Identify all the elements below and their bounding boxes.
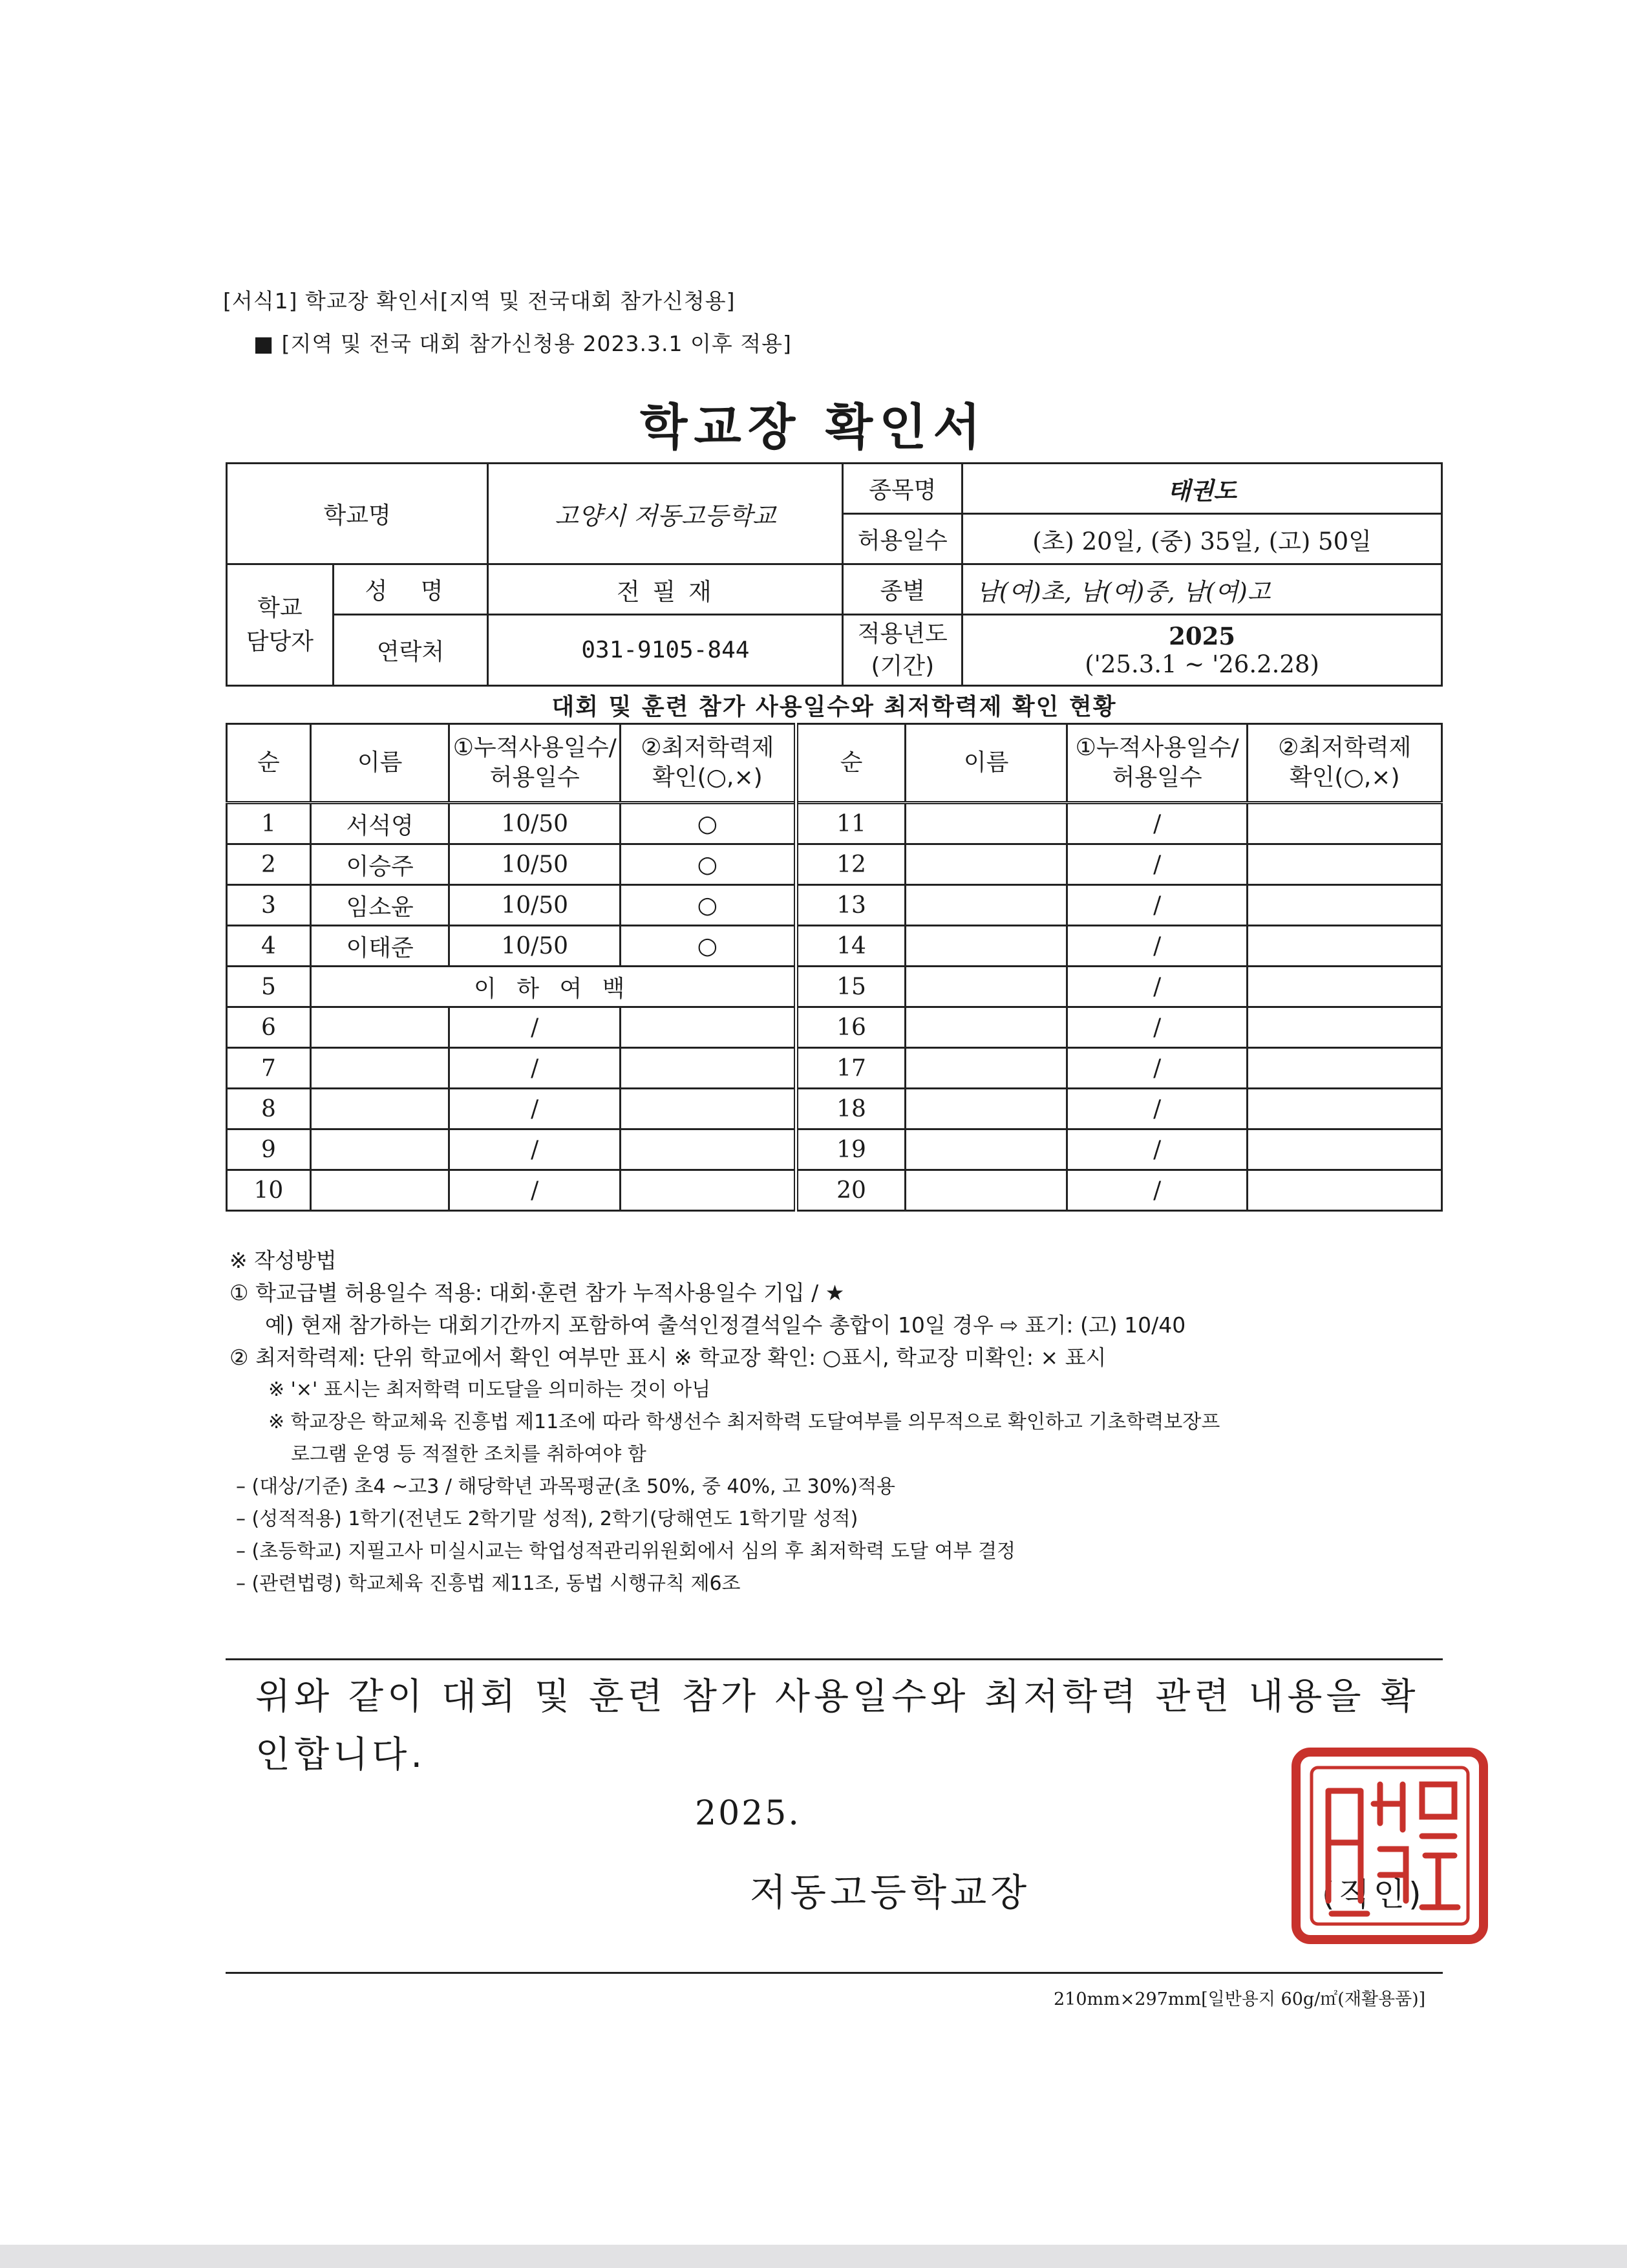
status-table [226, 723, 1443, 1212]
academic-check [1248, 1048, 1442, 1089]
row-number: 9 [227, 1129, 311, 1170]
used-days: / [449, 1007, 621, 1048]
school-manager-label: 학교 담당자 [227, 564, 334, 686]
academic-check: ○ [621, 885, 796, 926]
contact-label: 연락처 [333, 615, 488, 686]
note-sub-1: ※ '×' 표시는 최저학력 미도달을 의미하는 것이 아님 [268, 1378, 711, 1401]
row-number: 11 [796, 803, 906, 844]
student-name [906, 1007, 1067, 1048]
table-row [227, 1170, 1442, 1211]
student-name [310, 1048, 449, 1089]
row-number: 17 [796, 1048, 906, 1089]
row-number: 19 [796, 1129, 906, 1170]
manager-name-value: 전 필 재 [488, 564, 843, 615]
row-number: 12 [796, 844, 906, 885]
row-number: 8 [227, 1089, 311, 1129]
academic-check [621, 1089, 796, 1129]
used-days: / [449, 1048, 621, 1089]
academic-check [621, 1048, 796, 1089]
used-days: 10/50 [449, 844, 621, 885]
student-name [906, 1170, 1067, 1211]
seal-outer-border [1296, 1752, 1483, 1940]
principal-name: 저동고등학교장 [750, 1870, 1031, 1914]
row-number: 10 [227, 1170, 311, 1211]
academic-check [1248, 967, 1442, 1007]
academic-check: ○ [621, 926, 796, 967]
note-dash-1: – (대상/기준) 초4 ~고3 / 해당학년 과목평균(초 50%, 중 40%, 고 30%)적용 [236, 1475, 895, 1498]
table-row [227, 803, 1442, 844]
used-days: / [1067, 1007, 1247, 1048]
document-title: 학교장 확인서 [640, 398, 987, 456]
row-number: 20 [796, 1170, 906, 1211]
student-name [906, 885, 1067, 926]
used-days: / [449, 1089, 621, 1129]
used-days: / [1067, 967, 1247, 1007]
student-name [310, 1129, 449, 1170]
section-title: 대회 및 훈련 참가 사용일수와 최저학력제 확인 현황 [551, 694, 1117, 720]
divider-bottom [226, 1972, 1443, 1974]
table-row [227, 1048, 1442, 1089]
table-row [227, 1129, 1442, 1170]
row-number: 3 [227, 885, 311, 926]
apply-period-value: ('25.3.1 ~ '26.2.28) [1085, 650, 1319, 678]
academic-check: ○ [621, 844, 796, 885]
used-days: 10/50 [449, 885, 621, 926]
note-item-2: ② 최저학력제: 단위 학교에서 확인 여부만 표시 ※ 학교장 확인: ○표시, 학교장 미확인: × 표시 [229, 1345, 1107, 1370]
table-row [227, 1007, 1442, 1048]
student-name [310, 1007, 449, 1048]
student-name [906, 1089, 1067, 1129]
scan-edge-strip [0, 2245, 1627, 2268]
contact-value: 031-9105-844 [488, 615, 843, 686]
academic-check: ○ [621, 803, 796, 844]
row-number: 4 [227, 926, 311, 967]
academic-check [1248, 1089, 1442, 1129]
used-days: / [1067, 803, 1247, 844]
header-cell: ②최저학력제 확인(○,×) [621, 724, 796, 803]
academic-check [621, 1129, 796, 1170]
form-header-line1: [서식1] 학교장 확인서[지역 및 전국대회 참가신청용] [223, 288, 736, 314]
table-row [227, 844, 1442, 885]
academic-check [621, 1170, 796, 1211]
student-name [310, 1089, 449, 1129]
sport-value: 태권도 [962, 464, 1442, 514]
school-name-value: 고양시 저동고등학교 [488, 464, 843, 564]
academic-check [1248, 1007, 1442, 1048]
school-name-label: 학교명 [227, 464, 488, 564]
student-name: 임소윤 [310, 885, 449, 926]
category-label: 종별 [843, 564, 962, 615]
row-number: 5 [227, 967, 311, 1007]
seal-label: (직인) [1322, 1876, 1425, 1913]
header-cell: 순 [796, 724, 906, 803]
note-sub-2b: 로그램 운영 등 적절한 조치를 취하여야 함 [291, 1443, 646, 1466]
status-body [227, 803, 1442, 1211]
allowed-days-label: 허용일수 [843, 514, 962, 564]
seal-pattern [1328, 1784, 1458, 1914]
row-number: 14 [796, 926, 906, 967]
student-name: 서석영 [310, 803, 449, 844]
academic-check [1248, 885, 1442, 926]
table-row [227, 1089, 1442, 1129]
note-item-1-example: 예) 현재 참가하는 대회기간까지 포함하여 출석인정결석일수 총합이 10일 경우 ⇨ 표기: (고) 10/40 [265, 1312, 1186, 1338]
paper-spec: 210mm×297mm[일반용지 60g/㎡(재활용품)] [1054, 1989, 1426, 2009]
student-name [906, 967, 1067, 1007]
student-name [906, 1048, 1067, 1089]
row-number: 15 [796, 967, 906, 1007]
note-sub-2a: ※ 학교장은 학교체육 진흥법 제11조에 따라 학생선수 최저학력 도달여부를 의무적으로 확인하고 기초학력보장프 [268, 1411, 1220, 1433]
used-days: / [449, 1129, 621, 1170]
used-days: / [1067, 885, 1247, 926]
student-name [906, 844, 1067, 885]
row-number: 18 [796, 1089, 906, 1129]
apply-year-label: 적용년도 (기간) [843, 615, 962, 686]
note-dash-3: – (초등학교) 지필고사 미실시교는 학업성적관리위원회에서 심의 후 최저학력 도달 여부 결정 [236, 1540, 1016, 1563]
row-number: 1 [227, 803, 311, 844]
table-row [227, 885, 1442, 926]
student-name: 이승주 [310, 844, 449, 885]
confirmation-text: 위와 같이 대회 및 훈련 참가 사용일수와 최저학력 관련 내용을 확인합니다. [255, 1676, 1420, 1776]
header-cell: 이름 [906, 724, 1067, 803]
row-number: 7 [227, 1048, 311, 1089]
used-days: / [449, 1170, 621, 1211]
row-number: 13 [796, 885, 906, 926]
status-header-row [227, 724, 1442, 803]
used-days: / [1067, 1170, 1247, 1211]
academic-check [1248, 803, 1442, 844]
used-days: / [1067, 844, 1247, 885]
header-cell: 순 [227, 724, 311, 803]
info-table [226, 462, 1443, 687]
notes [229, 1245, 1458, 1600]
blank-below-note: 이 하 여 백 [310, 967, 796, 1007]
row-number: 16 [796, 1007, 906, 1048]
student-name [906, 926, 1067, 967]
sport-label: 종목명 [843, 464, 962, 514]
used-days: / [1067, 1089, 1247, 1129]
academic-check [1248, 1129, 1442, 1170]
student-name [906, 1129, 1067, 1170]
header-cell: ②최저학력제 확인(○,×) [1248, 724, 1442, 803]
used-days: 10/50 [449, 803, 621, 844]
used-days: / [1067, 1129, 1247, 1170]
table-row [227, 926, 1442, 967]
confirmation-date: 2025. [695, 1794, 801, 1833]
header-cell: 이름 [310, 724, 449, 803]
used-days: 10/50 [449, 926, 621, 967]
used-days: / [1067, 1048, 1247, 1089]
apply-year-value: 2025 [1169, 622, 1236, 650]
category-value: 남(여)초, 남(여)중, 남(여)고 [962, 564, 1442, 615]
manager-name-label: 성 명 [333, 564, 488, 615]
student-name [310, 1170, 449, 1211]
student-name [906, 803, 1067, 844]
academic-check [1248, 1170, 1442, 1211]
note-item-1: ① 학교급별 허용일수 적용: 대회·훈련 참가 누적사용일수 기입 / ★ [229, 1280, 845, 1305]
academic-check [1248, 844, 1442, 885]
official-seal-stamp [1290, 1746, 1490, 1946]
notes-heading: ※ 작성방법 [229, 1248, 337, 1273]
used-days: / [1067, 926, 1247, 967]
table-row [227, 967, 1442, 1007]
header-cell: ①누적사용일수/ 허용일수 [1067, 724, 1247, 803]
academic-check [621, 1007, 796, 1048]
row-number: 6 [227, 1007, 311, 1048]
form-header-line2: ■ [지역 및 전국 대회 참가신청용 2023.3.1 이후 적용] [253, 331, 792, 356]
apply-year-cell [962, 615, 1442, 686]
note-dash-2: – (성적적용) 1학기(전년도 2학기말 성적), 2학기(당해연도 1학기말 성적) [236, 1508, 858, 1530]
divider-top [226, 1658, 1443, 1660]
row-number: 2 [227, 844, 311, 885]
student-name: 이태준 [310, 926, 449, 967]
note-dash-4: – (관련법령) 학교체육 진흥법 제11조, 동법 시행규칙 제6조 [236, 1572, 741, 1595]
allowed-days-value: (초) 20일, (중) 35일, (고) 50일 [962, 514, 1442, 564]
header-cell: ①누적사용일수/ 허용일수 [449, 724, 621, 803]
academic-check [1248, 926, 1442, 967]
